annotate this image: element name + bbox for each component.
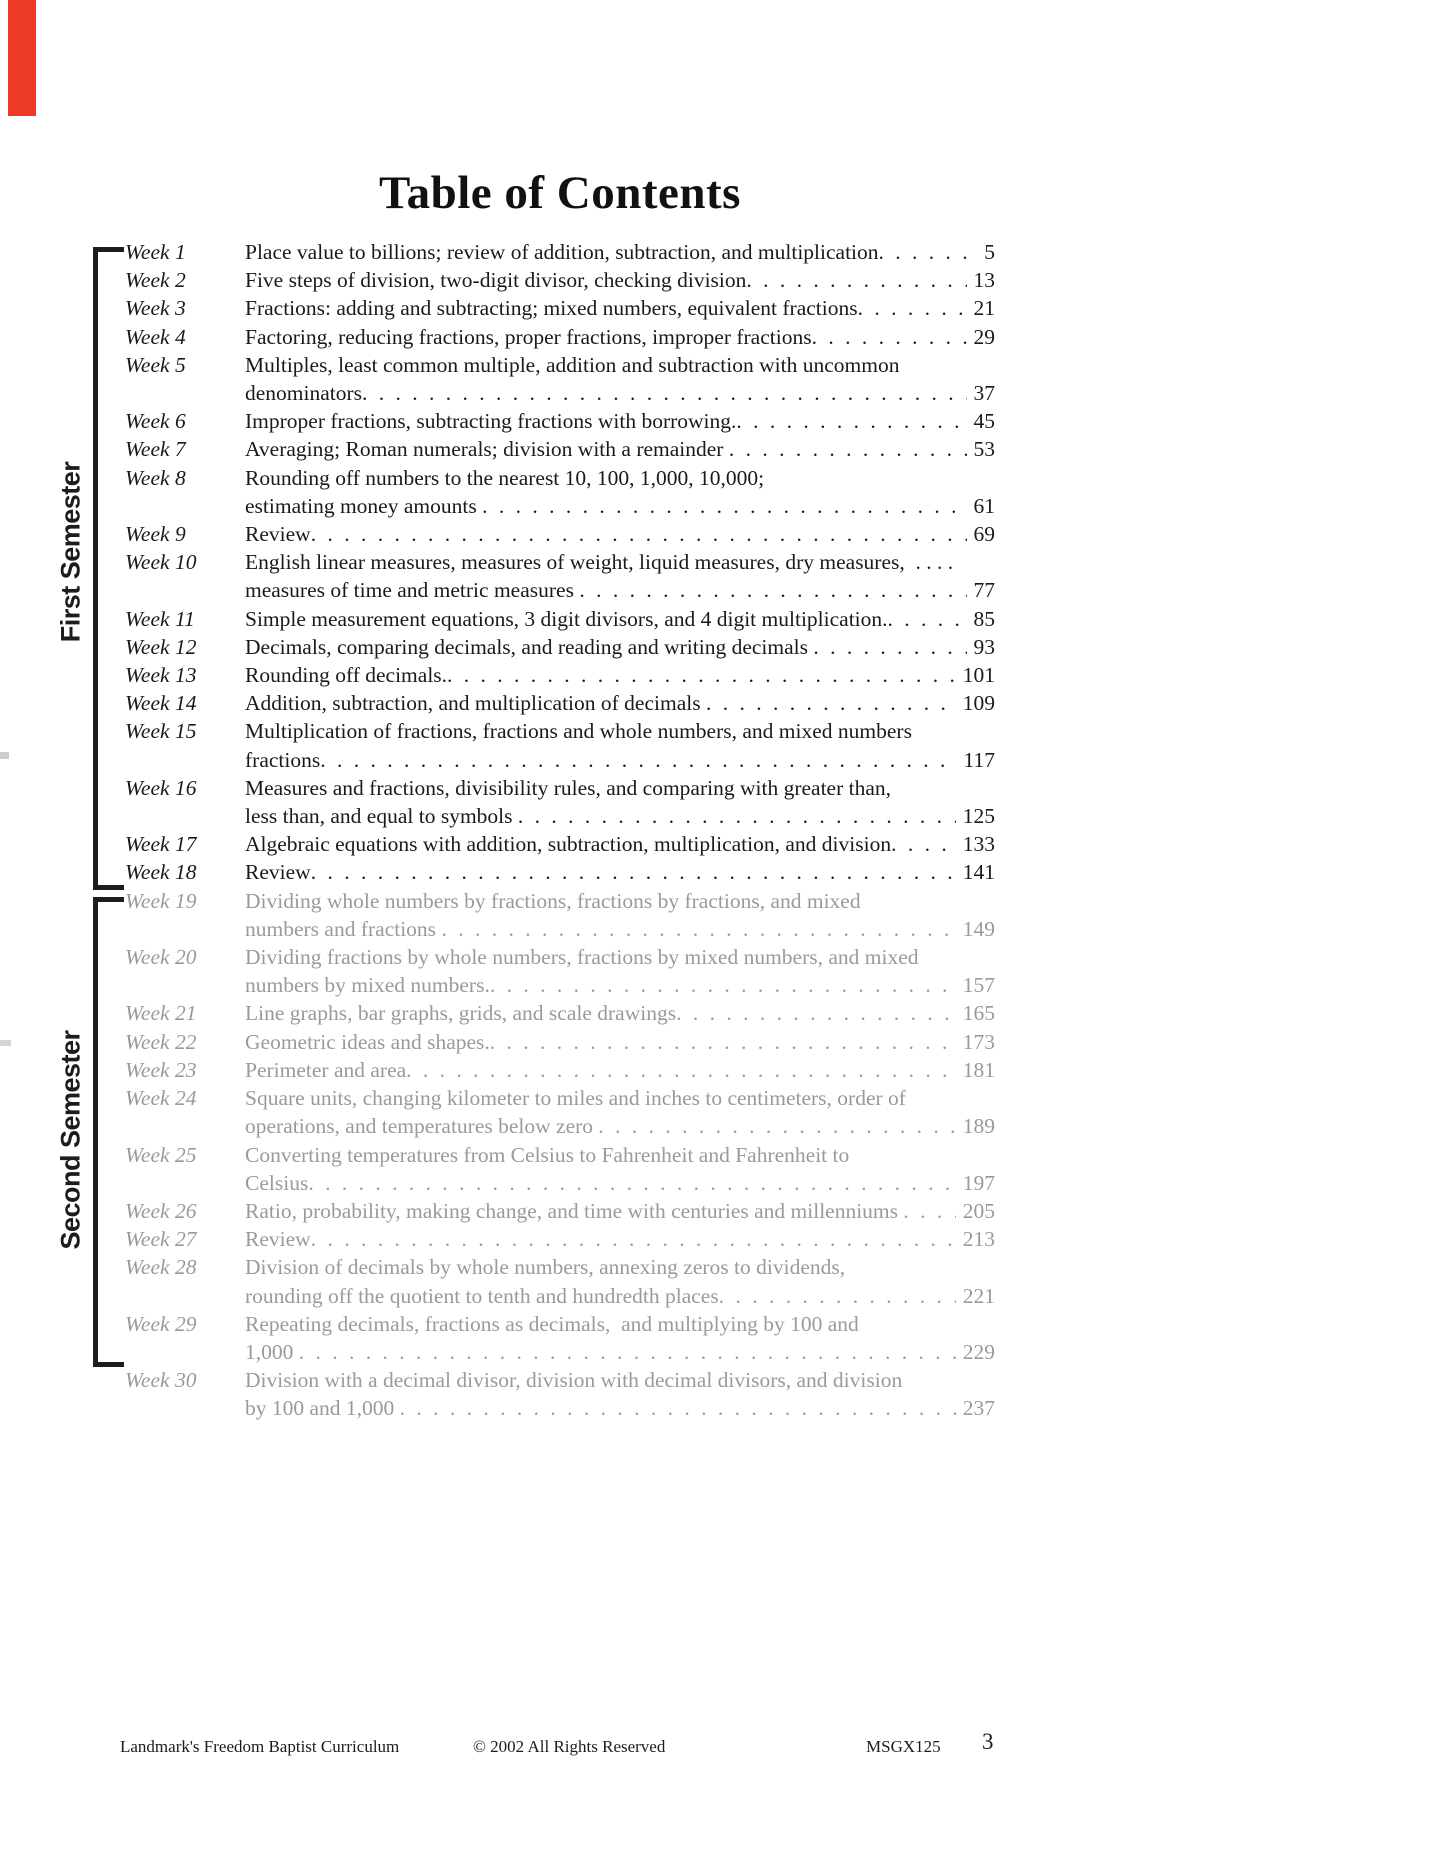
dot-leader [490, 1028, 956, 1056]
entry-line [245, 1225, 995, 1253]
entry-text: Decimals, comparing decimals, and reading and writing decimals [245, 634, 814, 659]
dot-leader [320, 746, 956, 774]
week-label: Week 28 [125, 1255, 197, 1280]
week-label: Week 12 [125, 634, 197, 659]
toc-entry [125, 1253, 995, 1309]
toc-entry [125, 830, 995, 858]
entry-description [245, 238, 995, 266]
dot-leader [490, 971, 956, 999]
footer-publisher: Landmark's Freedom Baptist Curriculum [120, 1737, 400, 1756]
entry-line [245, 661, 995, 689]
dot-leader [400, 1394, 956, 1422]
week-label: Week 13 [125, 663, 197, 688]
week-label: Week 30 [125, 1368, 197, 1393]
dot-leader [879, 238, 978, 266]
toc-entry [125, 323, 995, 351]
entry-line [245, 520, 995, 548]
entry-text: Five steps of division, two-digit divisor, checking division [245, 268, 747, 293]
entry-description [245, 323, 995, 351]
entry-line [245, 689, 995, 717]
week-label: Week 6 [125, 409, 186, 434]
entry-line [245, 830, 995, 858]
week-label: Week 22 [125, 1029, 197, 1054]
entry-description [245, 943, 995, 999]
week-label: Week 19 [125, 888, 197, 913]
dot-leader [299, 1338, 956, 1366]
entry-text: Dividing whole numbers by fractions, fractions by fractions, and mixed [245, 888, 861, 913]
entry-line [245, 1394, 995, 1422]
entry-description [245, 774, 995, 830]
entry-text: fractions [245, 747, 321, 772]
toc-entry [125, 1197, 995, 1225]
week-label: Week 7 [125, 437, 186, 462]
entry-description [245, 266, 995, 294]
week-label: Week 24 [125, 1086, 197, 1111]
entry-page-number: 221 [962, 1283, 995, 1308]
entry-text: Addition, subtraction, and multiplication of decimals [245, 691, 706, 716]
week-label: Week 17 [125, 832, 197, 857]
week-label: Week 27 [125, 1227, 197, 1252]
entry-page-number: 189 [962, 1114, 995, 1139]
entry-text: Rounding off decimals. [245, 663, 448, 688]
entry-description [245, 1141, 995, 1197]
entry-page-number: 205 [962, 1198, 995, 1223]
entry-description [245, 633, 995, 661]
entry-text: Geometric ideas and shapes. [245, 1029, 490, 1054]
entry-page-number: 117 [963, 747, 995, 772]
week-label: Week 15 [125, 719, 197, 744]
footer-copyright: © 2002 All Rights Reserved [473, 1737, 666, 1756]
entry-description [245, 407, 995, 435]
toc-entry [125, 1310, 995, 1366]
entry-line [245, 858, 995, 886]
entry-description [245, 1084, 995, 1140]
first-semester-label: First Semester [55, 461, 86, 643]
entry-line [245, 1197, 995, 1225]
entry-line [245, 746, 995, 774]
footer-code: MSGX125 [866, 1737, 941, 1756]
toc-entry [125, 633, 995, 661]
entry-text: Line graphs, bar graphs, grids, and scale drawings [245, 1001, 677, 1026]
toc-entry [125, 689, 995, 717]
entry-line [245, 576, 995, 604]
entry-line [245, 407, 995, 435]
week-label: Week 4 [125, 324, 186, 349]
entry-line [245, 1338, 995, 1366]
entry-line [245, 1112, 995, 1140]
toc-entry [125, 999, 995, 1027]
entry-line [245, 379, 995, 407]
entry-description [245, 435, 995, 463]
dot-leader [676, 999, 956, 1027]
week-label: Week 21 [125, 1001, 197, 1026]
week-label: Week 5 [125, 352, 186, 377]
entry-text: Ratio, probability, making change, and time with centuries and millenniums [245, 1198, 904, 1223]
toc-entry [125, 774, 995, 830]
entry-line [245, 605, 995, 633]
dot-leader [518, 802, 956, 830]
entry-line [245, 633, 995, 661]
week-label: Week 26 [125, 1198, 197, 1223]
entry-text: English linear measures, measures of weight, liquid measures, dry measures, . . . . [245, 550, 954, 575]
entry-description [245, 1253, 995, 1309]
entry-description [245, 1225, 995, 1253]
dot-leader [406, 1056, 956, 1084]
dot-leader [362, 379, 966, 407]
entry-line [245, 464, 995, 492]
entry-text: Multiplication of fractions, fractions and whole numbers, and mixed numbers [245, 719, 912, 744]
entry-description [245, 858, 995, 886]
toc-entry [125, 605, 995, 633]
entry-page-number: 125 [962, 804, 995, 829]
entry-page-number: 213 [962, 1227, 995, 1252]
entry-text: 1,000 [245, 1339, 299, 1364]
dot-leader [813, 633, 966, 661]
entry-line [245, 999, 995, 1027]
scan-artifact [0, 1040, 11, 1046]
dot-leader [598, 1112, 955, 1140]
toc-entry [125, 661, 995, 689]
entry-page-number: 45 [973, 409, 995, 434]
scan-artifact [0, 752, 9, 759]
entry-description [245, 520, 995, 548]
entry-text: numbers by mixed numbers. [245, 973, 490, 998]
week-label: Week 23 [125, 1057, 197, 1082]
entry-text: Simple measurement equations, 3 digit divisors, and 4 digit multiplication. [245, 606, 888, 631]
entry-page-number: 21 [973, 296, 995, 321]
entry-text: operations, and temperatures below zero [245, 1114, 599, 1139]
week-label: Week 3 [125, 296, 186, 321]
week-label: Week 11 [125, 606, 195, 631]
entry-text: Fractions: adding and subtracting; mixed numbers, equivalent fractions [245, 296, 858, 321]
entry-page-number: 229 [962, 1339, 995, 1364]
entry-line [245, 774, 995, 802]
first-semester-bracket [93, 247, 124, 890]
entry-line [245, 943, 995, 971]
entry-description [245, 1197, 995, 1225]
entry-text: Measures and fractions, divisibility rules, and comparing with greater than, [245, 775, 892, 800]
footer-page-number: 3 [982, 1729, 994, 1754]
dot-leader [736, 407, 966, 435]
week-label: Week 10 [125, 550, 197, 575]
entry-line [245, 1141, 995, 1169]
dot-leader [311, 520, 967, 548]
entry-text: Converting temperatures from Celsius to Fahrenheit and Fahrenheit to [245, 1142, 850, 1167]
toc-entry [125, 717, 995, 773]
entry-text: Review [245, 860, 311, 885]
entry-description [245, 717, 995, 773]
entry-text: Factoring, reducing fractions, proper fractions, improper fractions [245, 324, 812, 349]
entry-page-number: 237 [962, 1396, 995, 1421]
entry-line [245, 1169, 995, 1197]
dot-leader [579, 576, 966, 604]
week-label: Week 20 [125, 945, 197, 970]
entry-page-number: 5 [984, 240, 995, 264]
week-label: Week 2 [125, 268, 186, 293]
entry-line [245, 1366, 995, 1394]
entry-description [245, 548, 995, 604]
toc-entry [125, 943, 995, 999]
entry-page-number: 85 [973, 606, 995, 631]
entry-page-number: 93 [973, 634, 995, 659]
entry-text: Dividing fractions by whole numbers, fractions by mixed numbers, and mixed [245, 945, 919, 970]
entry-page-number: 149 [962, 916, 995, 941]
toc-entry [125, 887, 995, 943]
week-label: Week 16 [125, 775, 197, 800]
entry-description [245, 1028, 995, 1056]
entry-text: less than, and equal to symbols [245, 804, 518, 829]
entry-page-number: 77 [973, 578, 995, 603]
toc-entry [125, 858, 995, 886]
entry-line [245, 294, 995, 322]
toc-entry [125, 351, 995, 407]
week-label: Week 18 [125, 860, 197, 885]
page-title: Table of Contents [379, 167, 741, 219]
entry-text: rounding off the quotient to tenth and hundredth places [245, 1283, 719, 1308]
entry-text: numbers and fractions [245, 916, 442, 941]
entry-text: Improper fractions, subtracting fractions with borrowing. [245, 409, 737, 434]
entry-line [245, 435, 995, 463]
week-label: Week 14 [125, 691, 197, 716]
entry-page-number: 29 [973, 324, 995, 349]
entry-line [245, 1056, 995, 1084]
entry-page-number: 141 [962, 860, 995, 885]
dot-leader [311, 858, 956, 886]
entry-page-number: 157 [962, 973, 995, 998]
entry-line [245, 1253, 995, 1281]
entry-page-number: 109 [962, 691, 995, 716]
entry-text: Division with a decimal divisor, division with decimal divisors, and division [245, 1368, 903, 1393]
dot-leader [482, 492, 966, 520]
toc-entry [125, 435, 995, 463]
entry-line [245, 323, 995, 351]
dot-leader [706, 689, 956, 717]
toc-entry [125, 1056, 995, 1084]
dot-leader [441, 915, 955, 943]
toc-entry [125, 1084, 995, 1140]
second-semester-bracket [93, 897, 124, 1367]
entry-text: denominators [245, 381, 363, 406]
dot-leader [308, 1169, 955, 1197]
entry-page-number: 69 [973, 522, 995, 547]
week-label: Week 25 [125, 1142, 197, 1167]
toc-entry [125, 294, 995, 322]
entry-description [245, 999, 995, 1027]
entry-line [245, 802, 995, 830]
dot-leader [729, 435, 967, 463]
toc-entry [125, 1028, 995, 1056]
entry-description [245, 689, 995, 717]
entry-text: estimating money amounts [245, 493, 483, 518]
entry-text: Square units, changing kilometer to miles and inches to centimeters, order of [245, 1086, 906, 1111]
entry-text: Place value to billions; review of addition, subtraction, and multiplication [245, 240, 879, 264]
entry-description [245, 830, 995, 858]
second-semester-label: Second Semester [55, 1030, 86, 1250]
toc-entry [125, 464, 995, 520]
entry-text: by 100 and 1,000 [245, 1396, 400, 1421]
entry-line [245, 1310, 995, 1338]
entry-page-number: 53 [973, 437, 995, 462]
entry-line [245, 492, 995, 520]
toc-entry [125, 238, 995, 266]
entry-description [245, 661, 995, 689]
entry-text: Multiples, least common multiple, addition and subtraction with uncommon [245, 352, 900, 377]
entry-line [245, 548, 995, 576]
entry-description [245, 464, 995, 520]
entry-page-number: 101 [962, 663, 995, 688]
entry-page-number: 165 [962, 1001, 995, 1026]
toc-entry [125, 548, 995, 604]
dot-leader [891, 830, 956, 858]
entry-page-number: 61 [973, 493, 995, 518]
dot-leader [858, 294, 967, 322]
entry-page-number: 133 [962, 832, 995, 857]
toc-entry [125, 407, 995, 435]
toc-entry [125, 1141, 995, 1197]
entry-description [245, 351, 995, 407]
entry-line [245, 1084, 995, 1112]
entry-text: Averaging; Roman numerals; division with a remainder [245, 437, 729, 462]
entry-text: measures of time and metric measures [245, 578, 580, 603]
entry-text: Rounding off numbers to the nearest 10, 100, 1,000, 10,000; [245, 465, 765, 490]
entry-description [245, 294, 995, 322]
entry-description [245, 605, 995, 633]
week-label: Week 29 [125, 1311, 197, 1336]
entry-text: Review [245, 1227, 311, 1252]
entry-line [245, 717, 995, 745]
entry-description [245, 1056, 995, 1084]
entry-line [245, 1028, 995, 1056]
toc-entry [125, 1366, 995, 1422]
entry-line [245, 971, 995, 999]
entry-page-number: 173 [962, 1029, 995, 1054]
toc-entry [125, 266, 995, 294]
week-label: Week 9 [125, 522, 186, 547]
red-corner-mark [8, 0, 36, 116]
entry-page-number: 37 [973, 381, 995, 406]
entry-text: Perimeter and area [245, 1057, 407, 1082]
entry-line [245, 1282, 995, 1310]
entry-text: Review [245, 522, 311, 547]
entry-description [245, 1310, 995, 1366]
dot-leader [746, 266, 966, 294]
entry-page-number: 13 [973, 268, 995, 293]
entry-text: Repeating decimals, fractions as decimals, and multiplying by 100 and [245, 1311, 859, 1336]
dot-leader [719, 1282, 956, 1310]
entry-text: Algebraic equations with addition, subtraction, multiplication, and division [245, 832, 892, 857]
toc-entry [125, 1225, 995, 1253]
week-label: Week 1 [125, 240, 186, 264]
week-label: Week 8 [125, 465, 186, 490]
entry-line [245, 915, 995, 943]
entry-line [245, 266, 995, 294]
dot-leader [311, 1225, 956, 1253]
dot-leader [812, 323, 967, 351]
toc-list [125, 238, 995, 1423]
entry-description [245, 1366, 995, 1422]
entry-description [245, 887, 995, 943]
entry-text: Celsius [245, 1170, 309, 1195]
dot-leader [888, 605, 967, 633]
entry-line [245, 238, 995, 266]
entry-page-number: 197 [962, 1170, 995, 1195]
toc-entry [125, 520, 995, 548]
entry-line [245, 887, 995, 915]
dot-leader [903, 1197, 955, 1225]
entry-page-number: 181 [962, 1057, 995, 1082]
entry-line [245, 351, 995, 379]
entry-text: Division of decimals by whole numbers, annexing zeros to dividends, [245, 1255, 846, 1280]
dot-leader [447, 661, 956, 689]
